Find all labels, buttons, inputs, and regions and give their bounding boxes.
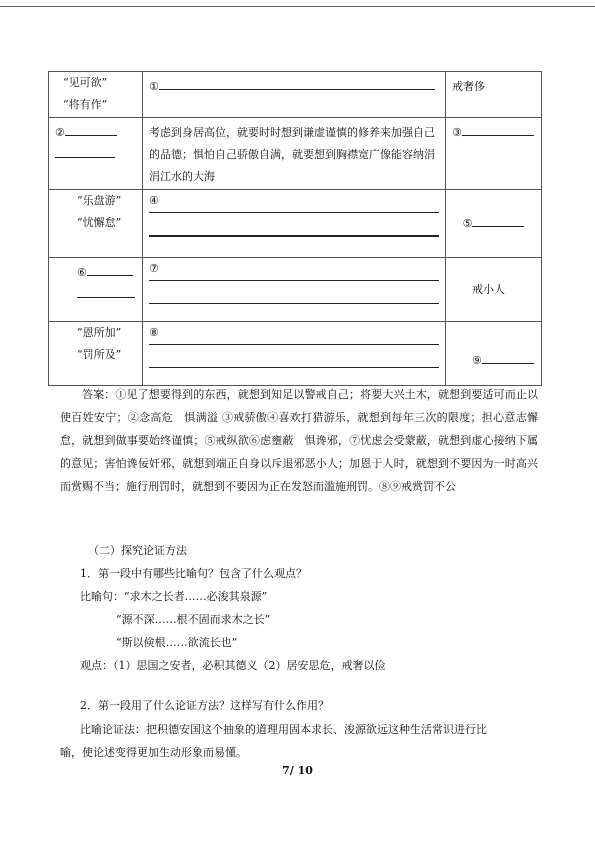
cell-text: “乐盘游” bbox=[77, 194, 122, 207]
blank-number: ④ bbox=[149, 194, 159, 207]
answer-blank[interactable] bbox=[472, 213, 524, 227]
page-number: 7/ 10 bbox=[282, 764, 313, 777]
answer-line[interactable] bbox=[149, 213, 439, 236]
section-heading: （二）探究论证方法 bbox=[88, 544, 187, 557]
blank-number: ⑨ bbox=[472, 354, 482, 367]
answer-blank[interactable] bbox=[462, 122, 534, 136]
answer-blank[interactable] bbox=[65, 122, 117, 136]
blank-number: ⑥ bbox=[77, 266, 87, 279]
answer-blank[interactable] bbox=[159, 76, 435, 90]
cell-text: 考虑到身居高位，就要时时想到谦虚谨慎的修养来加强自己的品德；惧怕自己骄傲自满，就要想到胸襟宽广像能容纳涓涓江水的大海 bbox=[149, 126, 435, 183]
table-row bbox=[49, 258, 542, 322]
cell-text: “恩所加” bbox=[77, 326, 122, 339]
answer-line[interactable] bbox=[149, 345, 439, 368]
header-rule bbox=[0, 6, 595, 7]
metaphor-line-2: “源不深……根不固而求木之长” bbox=[116, 613, 271, 626]
answer-line-a: 比喻论证法：把积德安国这个抽象的道理用固本求长、浚源欲远这种生活常识进行比 bbox=[80, 723, 487, 736]
metaphor-line-1: 比喻句：“求木之长者……必浚其泉源” bbox=[80, 590, 268, 603]
answer-line[interactable] bbox=[149, 236, 439, 237]
table-row bbox=[49, 190, 542, 258]
blank-number: ① bbox=[149, 80, 159, 93]
cell-text: “罚所及” bbox=[77, 348, 122, 361]
answer-blank[interactable] bbox=[77, 284, 135, 298]
answer-paragraph: 答案：①见了想要得到的东西，就想到知足以警戒自己；将要大兴土木，就想到要适可而止以使百姓安宁；②念高危 惧满溢 ③戒骄傲④喜欢打猎游乐，就想到每年三次的限度；担心意志懈怠，就想到做事要始终谨慎；⑤戒纵欲⑥虑壅蔽 惧谗邪，⑦忧虑会受蒙蔽，就想到虚心接纳下属的意见；害怕谗佞奸邪，就想到端正自身以斥退邪恶小人；加恩于人时，就想到不要因为一时高兴而赏赐不当；施行刑罚时，就想到不要因为正在发怒而滥施刑罚。⑧⑨戒赏罚不公 bbox=[60, 388, 538, 493]
cell-text: 戒小人 bbox=[472, 282, 505, 296]
question-1: 1．第一段中有哪些比喻句？包含了什么观点？ bbox=[80, 567, 307, 580]
table-row bbox=[49, 72, 542, 118]
blank-number: ⑤ bbox=[462, 216, 473, 230]
table-row bbox=[49, 322, 542, 386]
answer-line-b: 喻，使论述变得更加生动形象而易懂。 bbox=[60, 746, 247, 759]
metaphor-line-3: “斯以倹根……欲流长也” bbox=[116, 636, 238, 649]
blank-number: ③ bbox=[452, 126, 462, 139]
table-row bbox=[49, 118, 542, 190]
blank-number: ⑧ bbox=[149, 326, 159, 339]
cell-text: 戒奢侈 bbox=[452, 80, 485, 93]
viewpoint-line: 观点：（1）思国之安者，必积其德义（2）居安思危，戒奢以俭 bbox=[80, 659, 386, 672]
cell-text: “将有作” bbox=[63, 98, 108, 111]
answer-line[interactable] bbox=[149, 281, 439, 304]
answer-blank[interactable] bbox=[87, 262, 133, 276]
blank-number: ② bbox=[55, 126, 65, 139]
cell-text: “忧懈怠” bbox=[77, 216, 122, 229]
question-2: 2．第一段用了什么论证方法？这样写有什么作用？ bbox=[80, 699, 329, 712]
blank-number: ⑦ bbox=[149, 262, 159, 275]
analysis-table bbox=[48, 71, 542, 386]
cell-text: “见可欲” bbox=[63, 76, 108, 89]
answer-blank[interactable] bbox=[482, 350, 534, 364]
answer-blank[interactable] bbox=[55, 144, 115, 158]
